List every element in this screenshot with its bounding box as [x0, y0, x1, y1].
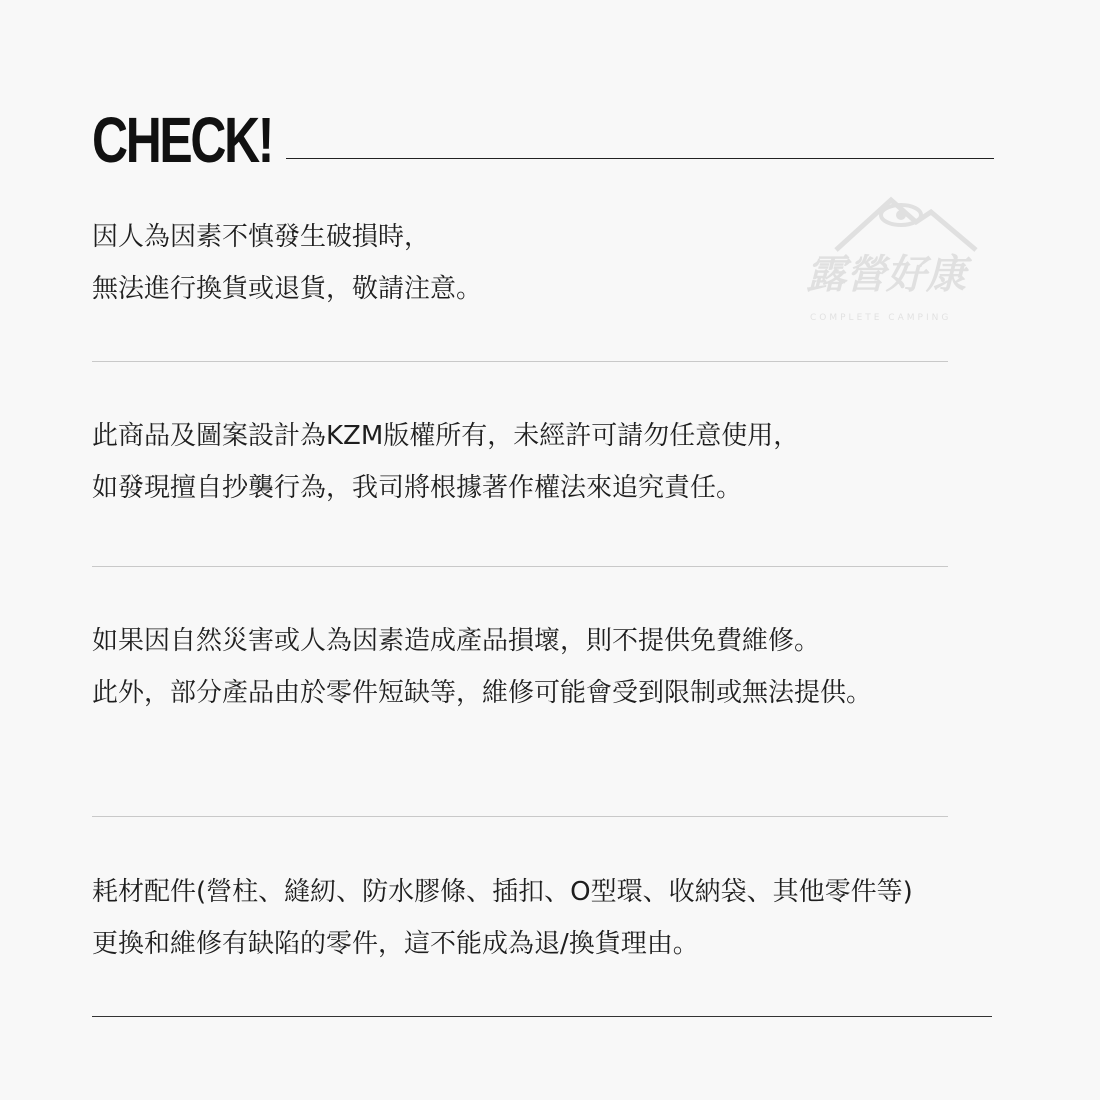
notice-copyright	[92, 410, 799, 514]
notice-line: 此外，部分產品由於零件短缺等，維修可能會受到限制或無法提供。	[92, 678, 873, 708]
notice-line: 耗材配件(營柱、縫紉、防水膠條、插扣、O型環、收納袋、其他零件等)	[92, 877, 913, 907]
divider	[92, 361, 948, 362]
notice-repair	[92, 615, 872, 719]
bottom-rule	[92, 1016, 992, 1017]
watermark-subtext: COMPLETE CAMPING	[810, 313, 952, 323]
page-title: CHECK!	[92, 104, 273, 176]
notice-damage	[92, 211, 482, 315]
notice-line: 無法進行換貨或退貨，敬請注意。	[92, 274, 483, 304]
notice-line: 如發現擅自抄襲行為，我司將根據著作權法來追究責任。	[92, 473, 743, 503]
notice-line: 此商品及圖案設計為KZM版權所有，未經許可請勿任意使用，	[92, 421, 800, 451]
notice-line: 如果因自然災害或人為因素造成產品損壞，則不提供免費維修。	[92, 626, 821, 656]
title-rule	[286, 158, 994, 159]
notice-line: 因人為因素不慎發生破損時，	[92, 222, 431, 252]
divider	[92, 816, 948, 817]
notice-consumables	[92, 866, 913, 970]
divider	[92, 566, 948, 567]
watermark-text: 露營好康	[806, 252, 966, 298]
notice-line: 更換和維修有缺陷的零件，這不能成為退/換貨理由。	[92, 929, 699, 959]
mountain-eye-logo-icon	[796, 180, 1016, 330]
